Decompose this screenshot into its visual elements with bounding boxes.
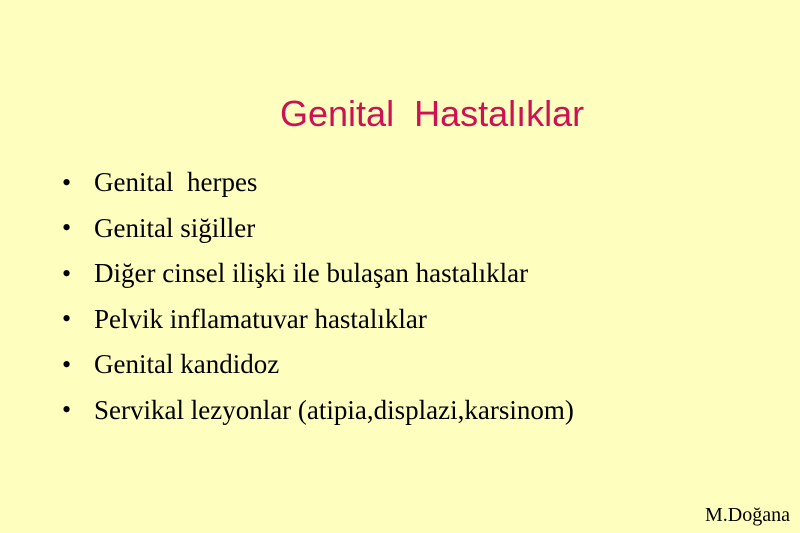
bullet-text: Genital herpes bbox=[94, 167, 258, 198]
bullet-text: Servikal lezyonlar (atipia,displazi,karsinom) bbox=[94, 394, 574, 425]
bullet-icon: • bbox=[62, 395, 72, 425]
list-item bbox=[62, 206, 574, 252]
bullet-text: Genital kandidoz bbox=[94, 349, 280, 380]
list-item bbox=[62, 160, 574, 206]
bullet-icon: • bbox=[62, 258, 72, 288]
bullet-list bbox=[62, 160, 574, 433]
slide-title: Genital Hastalıklar bbox=[280, 93, 585, 134]
bullet-text: Pelvik inflamatuvar hastalıklar bbox=[94, 303, 427, 334]
list-item bbox=[62, 297, 574, 343]
bullet-icon: • bbox=[62, 304, 72, 334]
list-item bbox=[62, 342, 574, 388]
list-item bbox=[62, 388, 574, 434]
list-item bbox=[62, 251, 574, 297]
bullet-text: Diğer cinsel ilişki ile bulaşan hastalıklar bbox=[94, 258, 529, 289]
bullet-icon: • bbox=[62, 349, 72, 379]
bullet-icon: • bbox=[62, 213, 72, 243]
bullet-text: Genital siğiller bbox=[94, 212, 256, 243]
author-footer: M.Doğana bbox=[705, 504, 790, 526]
bullet-icon: • bbox=[62, 167, 72, 197]
